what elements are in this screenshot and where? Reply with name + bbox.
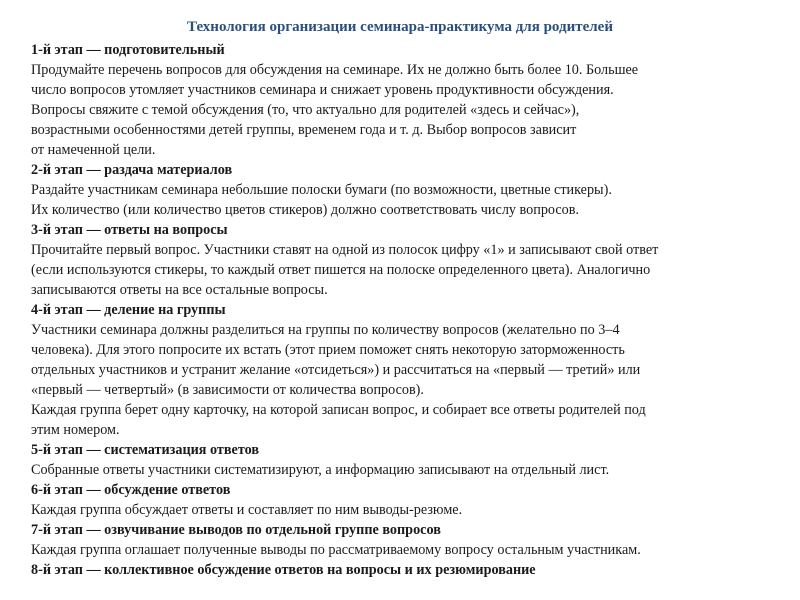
text-line: человека). Для этого попросите их встать (этот прием поможет снять некоторую заторможенность — [31, 342, 625, 358]
text-line: записываются ответы на все остальные вопросы. — [31, 282, 328, 298]
stage-7 — [31, 520, 781, 560]
stage-text — [31, 500, 781, 520]
text-line: Каждая группа обсуждает ответы и составляет по ним выводы-резюме. — [31, 502, 463, 518]
stage-text — [31, 240, 781, 300]
stages-content — [31, 40, 781, 580]
text-line: Прочитайте первый вопрос. Участники ставят на одной из полосок цифру «1» и записывают свой ответ — [31, 242, 659, 258]
stage-3 — [31, 220, 781, 300]
text-line: Продумайте перечень вопросов для обсуждения на семинаре. Их не должно быть более 10. Большее — [31, 62, 639, 78]
stage-text — [31, 320, 781, 440]
stage-text — [31, 540, 781, 560]
stage-heading: 6-й этап — обсуждение ответов — [31, 482, 231, 498]
text-line: Раздайте участникам семинара небольшие полоски бумаги (по возможности, цветные стикеры). — [31, 182, 612, 198]
stage-4 — [31, 300, 781, 440]
stage-heading: 8-й этап — коллективное обсуждение ответов на вопросы и их резюмирование — [31, 562, 536, 578]
stage-5 — [31, 440, 781, 480]
stage-text — [31, 460, 781, 480]
text-line: Собранные ответы участники систематизируют, а информацию записывают на отдельный лист. — [31, 462, 610, 478]
text-line: «первый — четвертый» (в зависимости от количества вопросов). — [31, 382, 424, 398]
text-line: отдельных участников и устранит желание «отсидеться») и рассчитаться на «первый — третий» или — [31, 362, 641, 378]
text-line: Их количество (или количество цветов стикеров) должно соответствовать числу вопросов. — [31, 202, 580, 218]
stage-1 — [31, 40, 781, 160]
text-line: Каждая группа оглашает полученные выводы по рассматриваемому вопросу остальным участникам. — [31, 542, 641, 558]
text-line: (если используются стикеры, то каждый ответ пишется на полоске определенного цвета). Аналогично — [31, 262, 651, 278]
text-line: этим номером. — [31, 422, 120, 438]
stage-heading: 3-й этап — ответы на вопросы — [31, 222, 228, 238]
stage-8 — [31, 560, 781, 580]
text-line: от намеченной цели. — [31, 142, 156, 158]
stage-text — [31, 180, 781, 220]
stage-2 — [31, 160, 781, 220]
stage-heading: 7-й этап — озвучивание выводов по отдельной группе вопросов — [31, 522, 441, 538]
text-line: число вопросов утомляет участников семинара и снижает уровень продуктивности обсуждения. — [31, 82, 614, 98]
stage-heading: 4-й этап — деление на группы — [31, 302, 226, 318]
text-line: возрастными особенностями детей группы, временем года и т. д. Выбор вопросов зависит — [31, 122, 577, 138]
stage-heading: 1-й этап — подготовительный — [31, 42, 225, 58]
stage-heading: 2-й этап — раздача материалов — [31, 162, 233, 178]
stage-text — [31, 60, 781, 160]
stage-6 — [31, 480, 781, 520]
text-line: Каждая группа берет одну карточку, на которой записан вопрос, и собирает все ответы родителей под — [31, 402, 646, 418]
page-title: Технология организации семинара-практикума для родителей — [187, 19, 613, 35]
text-line: Участники семинара должны разделиться на группы по количеству вопросов (желательно по 3–4 — [31, 322, 620, 338]
text-line: Вопросы свяжите с темой обсуждения (то, что актуально для родителей «здесь и сейчас»), — [31, 102, 580, 118]
stage-heading: 5-й этап — систематизация ответов — [31, 442, 260, 458]
